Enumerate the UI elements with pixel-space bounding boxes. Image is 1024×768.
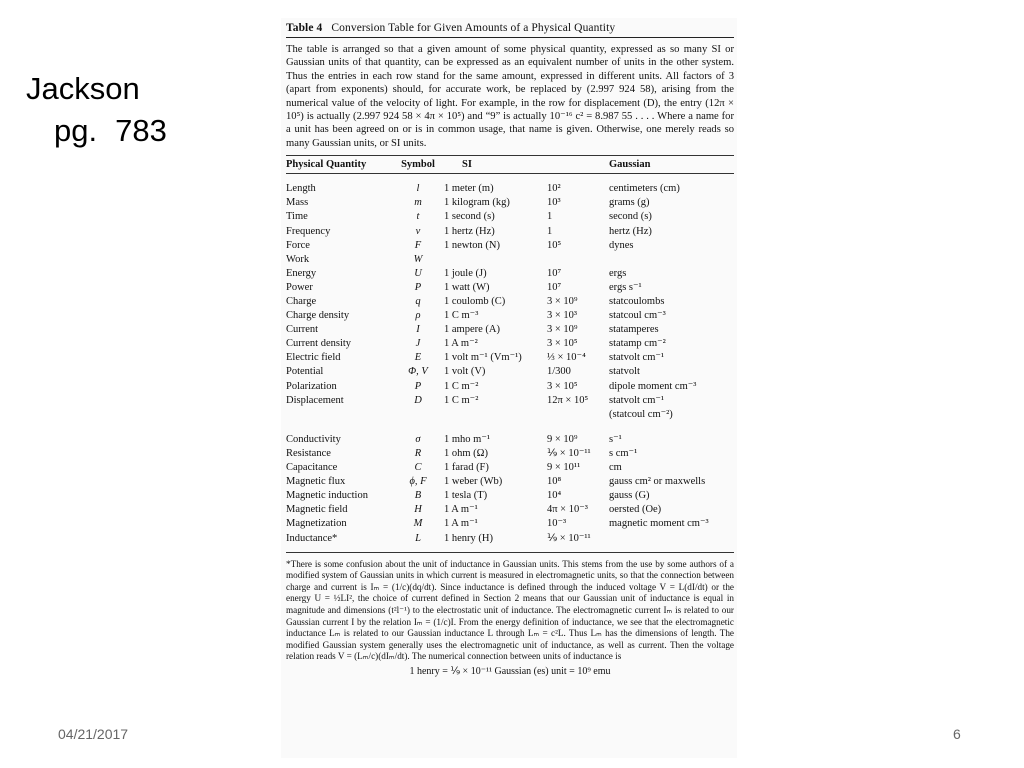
quantity-cell: Mass [286, 197, 309, 209]
gaussian-unit-cell: dynes [609, 239, 634, 251]
table-intro [286, 43, 734, 150]
si-unit-cell: 1 ampere (A) [444, 324, 500, 336]
gaussian-unit-cell: grams (g) [609, 197, 650, 209]
symbol-cell: P [414, 380, 422, 392]
si-unit-cell: 1 A m⁻¹ [444, 518, 478, 530]
quantity-cell: Force [286, 239, 310, 251]
scanned-table-image [281, 18, 737, 758]
symbol-cell: B [414, 490, 422, 502]
quantity-cell: Charge [286, 296, 317, 307]
si-unit-cell: 1 mho m⁻¹ [444, 433, 491, 445]
quantity-cell: Electric field [286, 352, 341, 364]
gaussian-unit-cell: statcoul cm⁻³ [609, 310, 666, 322]
symbol-cell: U [414, 267, 422, 279]
si-unit-cell: 1 ohm (Ω) [444, 447, 488, 459]
quantity-cell: Work [286, 253, 310, 265]
slide-title-page: 783 [115, 112, 167, 148]
footnote-text: *There is some confusion about the unit of inductance in Gaussian units. This stems from the use by some authors of a modified system of Gaussian units in which current is measured in electromagnetic units, so that the connection between charge and current is Iₘ = (1/c)(dq/dt). Since inductance is defined through the induced voltage V = L(dI/dt) or the energy U = ½LI², the choice of current defined in Section 2 means that our Gaussian unit of inductance is equal in magnitude and dimensions (t²l⁻¹) to the electrostatic unit of inductance. The electromagnetic current Iₘ is related to our Gaussian current I by the relation Iₘ = (1/c)I. From the energy definition of inductance, we see that the electromagnetic inductance Lₘ is related to our Gaussian inductance L through Lₘ = c²L. Thus Lₘ has the dimensions of length. The modified Gaussian system generally uses the electromagnetic unit of inductance, as well as current. Then the voltage relation reads V = (Lₘ/c)(dIₘ/dt). The numerical connection between units of inductance is [286, 558, 734, 662]
si-unit-cell: 1 C m⁻² [444, 394, 479, 406]
symbol-cell: E [414, 352, 422, 364]
si-factor-cell: 10³ [547, 197, 561, 209]
si-factor-cell: 10⁷ [547, 267, 562, 279]
si-factor-cell [547, 408, 609, 422]
table-header-row [286, 156, 734, 174]
inductance-footnote [286, 559, 734, 663]
si-factor-cell: 10⁸ [547, 476, 562, 488]
table-row [286, 394, 734, 408]
gaussian-unit-cell: statvolt cm⁻¹ [609, 352, 665, 364]
si-unit-cell [440, 408, 547, 422]
symbol-cell: W [413, 253, 423, 265]
quantity-cell: Magnetic induction [286, 490, 368, 502]
table-title [286, 22, 734, 34]
si-factor-cell: ⅓ × 10⁻⁴ [547, 352, 586, 364]
gaussian-unit-cell: cm [609, 462, 622, 474]
si-factor-cell: ⅑ × 10⁻¹¹ [547, 532, 591, 544]
table-row [286, 489, 734, 503]
gaussian-unit-cell: statcoulombs [609, 296, 665, 307]
si-factor-cell: ⅑ × 10⁻¹¹ [547, 447, 591, 459]
symbol-cell: H [414, 504, 422, 516]
gaussian-unit-cell: ergs s⁻¹ [609, 281, 642, 293]
table-row [286, 309, 734, 323]
gaussian-unit-cell: statamp cm⁻² [609, 338, 666, 350]
gaussian-unit-cell: gauss (G) [609, 490, 650, 502]
gaussian-unit-cell: statvolt [609, 366, 640, 378]
si-unit-cell: 1 joule (J) [444, 267, 487, 279]
symbol-cell: L [415, 532, 421, 544]
slide-page-number: 6 [953, 726, 961, 742]
symbol-cell: J [415, 338, 421, 350]
si-factor-cell: 3 × 10⁹ [547, 296, 578, 307]
table-row [286, 337, 734, 351]
si-factor-cell [547, 253, 609, 267]
quantity-cell: Magnetic field [286, 504, 348, 516]
quantity-cell: Magnetization [286, 518, 347, 530]
si-unit-cell: 1 henry (H) [444, 532, 493, 544]
quantity-cell [286, 408, 396, 422]
symbol-cell: l [416, 183, 420, 195]
table-row [286, 253, 734, 267]
si-unit-cell: 1 C m⁻³ [444, 310, 479, 322]
table-row [286, 196, 734, 210]
si-factor-cell: 10⁵ [547, 239, 562, 251]
quantity-cell: Time [286, 211, 308, 223]
si-factor-cell: 9 × 10⁹ [547, 433, 578, 445]
si-unit-cell: 1 volt (V) [444, 366, 486, 378]
symbol-cell: F [414, 239, 422, 251]
scanned-table-content [286, 22, 734, 677]
quantity-cell: Polarization [286, 380, 337, 392]
slide-title-pg: pg. [54, 112, 98, 148]
quantity-cell: Conductivity [286, 433, 341, 445]
symbol-cell: M [413, 518, 423, 530]
si-unit-cell: 1 kilogram (kg) [444, 197, 510, 209]
si-factor-cell: 10² [547, 183, 561, 195]
table-row [286, 475, 734, 489]
gaussian-unit-cell: ergs [609, 267, 627, 279]
slide-date: 04/21/2017 [58, 726, 129, 742]
quantity-cell: Current density [286, 338, 352, 350]
conversion-table [286, 156, 734, 545]
quantity-cell: Inductance* [286, 532, 338, 544]
symbol-cell: t [416, 211, 420, 223]
table-row [286, 225, 734, 239]
si-unit-cell: 1 volt m⁻¹ (Vm⁻¹) [444, 352, 522, 364]
table-label: Table 4 [286, 22, 323, 34]
si-factor-cell: 3 × 10⁵ [547, 380, 578, 392]
gaussian-unit-cell: magnetic moment cm⁻³ [609, 518, 709, 530]
title-rule [286, 37, 734, 38]
table-row [286, 422, 734, 447]
quantity-cell: Current [286, 324, 319, 336]
symbol-cell: R [414, 447, 422, 459]
table-row [286, 281, 734, 295]
gaussian-unit-cell [609, 532, 734, 546]
si-factor-cell: 1/300 [547, 366, 571, 378]
symbol-cell: C [414, 462, 422, 474]
quantity-cell: Charge density [286, 310, 350, 322]
gaussian-unit-cell: hertz (Hz) [609, 225, 652, 237]
table-row [286, 517, 734, 531]
si-factor-cell: 1 [547, 211, 553, 223]
table-intro-text: The table is arranged so that a given amount of some physical quantity, expressed as so many SI or Gaussian units of that quantity, can be expressed as an equivalent number of units in the other system. Thus the entries in each row stand for the same amount, expressed in different units. All factors of 3 (apart from exponents) should, for accurate work, be replaced by (2.997 924 58), arising from the numerical value of the velocity of light. For example, in the row for displacement (D), the entry (12π × 10⁵) is actually (2.997 924 58 × 4π × 10⁵) and “9” is actually 10⁻¹⁶ c² = 8.987 55 . . . . Where a name for a unit has been agreed on or is in common usage, that name is given. Otherwise, one merely reads so many Gaussian units, or SI units. [286, 44, 734, 149]
gaussian-unit-cell: gauss cm² or maxwells [609, 476, 706, 488]
quantity-cell: Frequency [286, 225, 331, 237]
si-unit-cell: 1 watt (W) [444, 281, 490, 293]
header-physical-quantity: Physical Quantity [286, 156, 396, 174]
si-unit-cell: 1 meter (m) [444, 183, 494, 195]
gaussian-unit-cell: oersted (Oe) [609, 504, 662, 516]
table-row [286, 365, 734, 379]
si-unit-cell: 1 A m⁻¹ [444, 504, 478, 516]
table-row [286, 323, 734, 337]
table-row [286, 380, 734, 394]
quantity-cell: Length [286, 183, 316, 195]
quantity-cell: Resistance [286, 447, 331, 459]
gaussian-unit-cell: dipole moment cm⁻³ [609, 380, 697, 392]
si-unit-cell: 1 farad (F) [444, 462, 489, 474]
si-unit-cell: 1 coulomb (C) [444, 296, 506, 307]
gaussian-unit-cell: s⁻¹ [609, 433, 622, 445]
table-row [286, 447, 734, 461]
symbol-cell: I [416, 324, 420, 336]
quantity-cell: Magnetic flux [286, 476, 346, 488]
gaussian-unit-cell [609, 253, 734, 267]
quantity-cell: Power [286, 281, 313, 293]
si-factor-cell: 3 × 10⁵ [547, 338, 578, 350]
quantity-cell: Potential [286, 366, 324, 378]
slide-title-line2 [26, 110, 167, 152]
si-unit-cell: 1 weber (Wb) [444, 476, 503, 488]
symbol-cell: P [414, 281, 422, 293]
quantity-cell: Energy [286, 267, 317, 279]
gaussian-unit-cell: s cm⁻¹ [609, 447, 638, 459]
slide-title-line1: Jackson [26, 71, 140, 106]
table-row [286, 174, 734, 197]
table-row [286, 461, 734, 475]
symbol-cell: m [414, 197, 422, 209]
table-title-text: Conversion Table for Given Amounts of a Physical Quantity [331, 22, 616, 34]
gaussian-unit-cell: second (s) [609, 211, 652, 223]
header-gaussian: Gaussian [609, 156, 734, 174]
symbol-cell: ν [415, 225, 421, 237]
si-unit-cell: 1 newton (N) [444, 239, 500, 251]
table-row [286, 267, 734, 281]
symbol-cell: Φ, V [408, 366, 428, 378]
henry-conversion-equation: 1 henry = ⅑ × 10⁻¹¹ Gaussian (es) unit = 10⁹ emu [409, 665, 611, 677]
si-factor-cell: 3 × 10⁹ [547, 324, 578, 336]
si-factor-cell: 10⁴ [547, 490, 562, 502]
table-row [286, 503, 734, 517]
header-si: SI [440, 156, 547, 174]
si-unit-cell: 1 A m⁻² [444, 338, 478, 350]
symbol-cell: ρ [415, 310, 421, 322]
si-unit-cell: 1 tesla (T) [444, 490, 488, 502]
si-factor-cell: 12π × 10⁵ [547, 394, 589, 406]
table-row [286, 295, 734, 309]
table-row [286, 408, 734, 422]
table-row [286, 210, 734, 224]
symbol-cell: q [415, 296, 421, 307]
table-row [286, 532, 734, 546]
gaussian-unit-cell: statamperes [609, 324, 659, 336]
si-factor-cell: 9 × 10¹¹ [547, 462, 581, 474]
quantity-cell: Capacitance [286, 462, 338, 474]
si-unit-cell [440, 253, 547, 267]
symbol-cell: σ [415, 433, 421, 445]
table-row [286, 351, 734, 365]
symbol-cell [396, 408, 440, 422]
si-unit-cell: 1 C m⁻² [444, 380, 479, 392]
symbol-cell: D [414, 394, 422, 406]
symbol-cell: ϕ, F [409, 476, 427, 488]
table-bottom-rule [286, 552, 734, 553]
header-si-factor [547, 156, 609, 174]
table-row [286, 239, 734, 253]
si-unit-cell: 1 second (s) [444, 211, 495, 223]
si-factor-cell: 4π × 10⁻³ [547, 504, 588, 516]
slide-title [26, 68, 167, 152]
si-unit-cell: 1 hertz (Hz) [444, 225, 495, 237]
conversion-table-body [286, 174, 734, 546]
gaussian-unit-cell: centimeters (cm) [609, 183, 680, 195]
gaussian-unit-cell: (statcoul cm⁻²) [609, 408, 673, 420]
quantity-cell: Displacement [286, 394, 344, 406]
header-symbol: Symbol [396, 156, 440, 174]
gaussian-unit-cell: statvolt cm⁻¹ [609, 394, 665, 406]
si-factor-cell: 10⁷ [547, 281, 562, 293]
si-factor-cell: 3 × 10³ [547, 310, 578, 322]
si-factor-cell: 1 [547, 225, 553, 237]
si-factor-cell: 10⁻³ [547, 518, 567, 530]
